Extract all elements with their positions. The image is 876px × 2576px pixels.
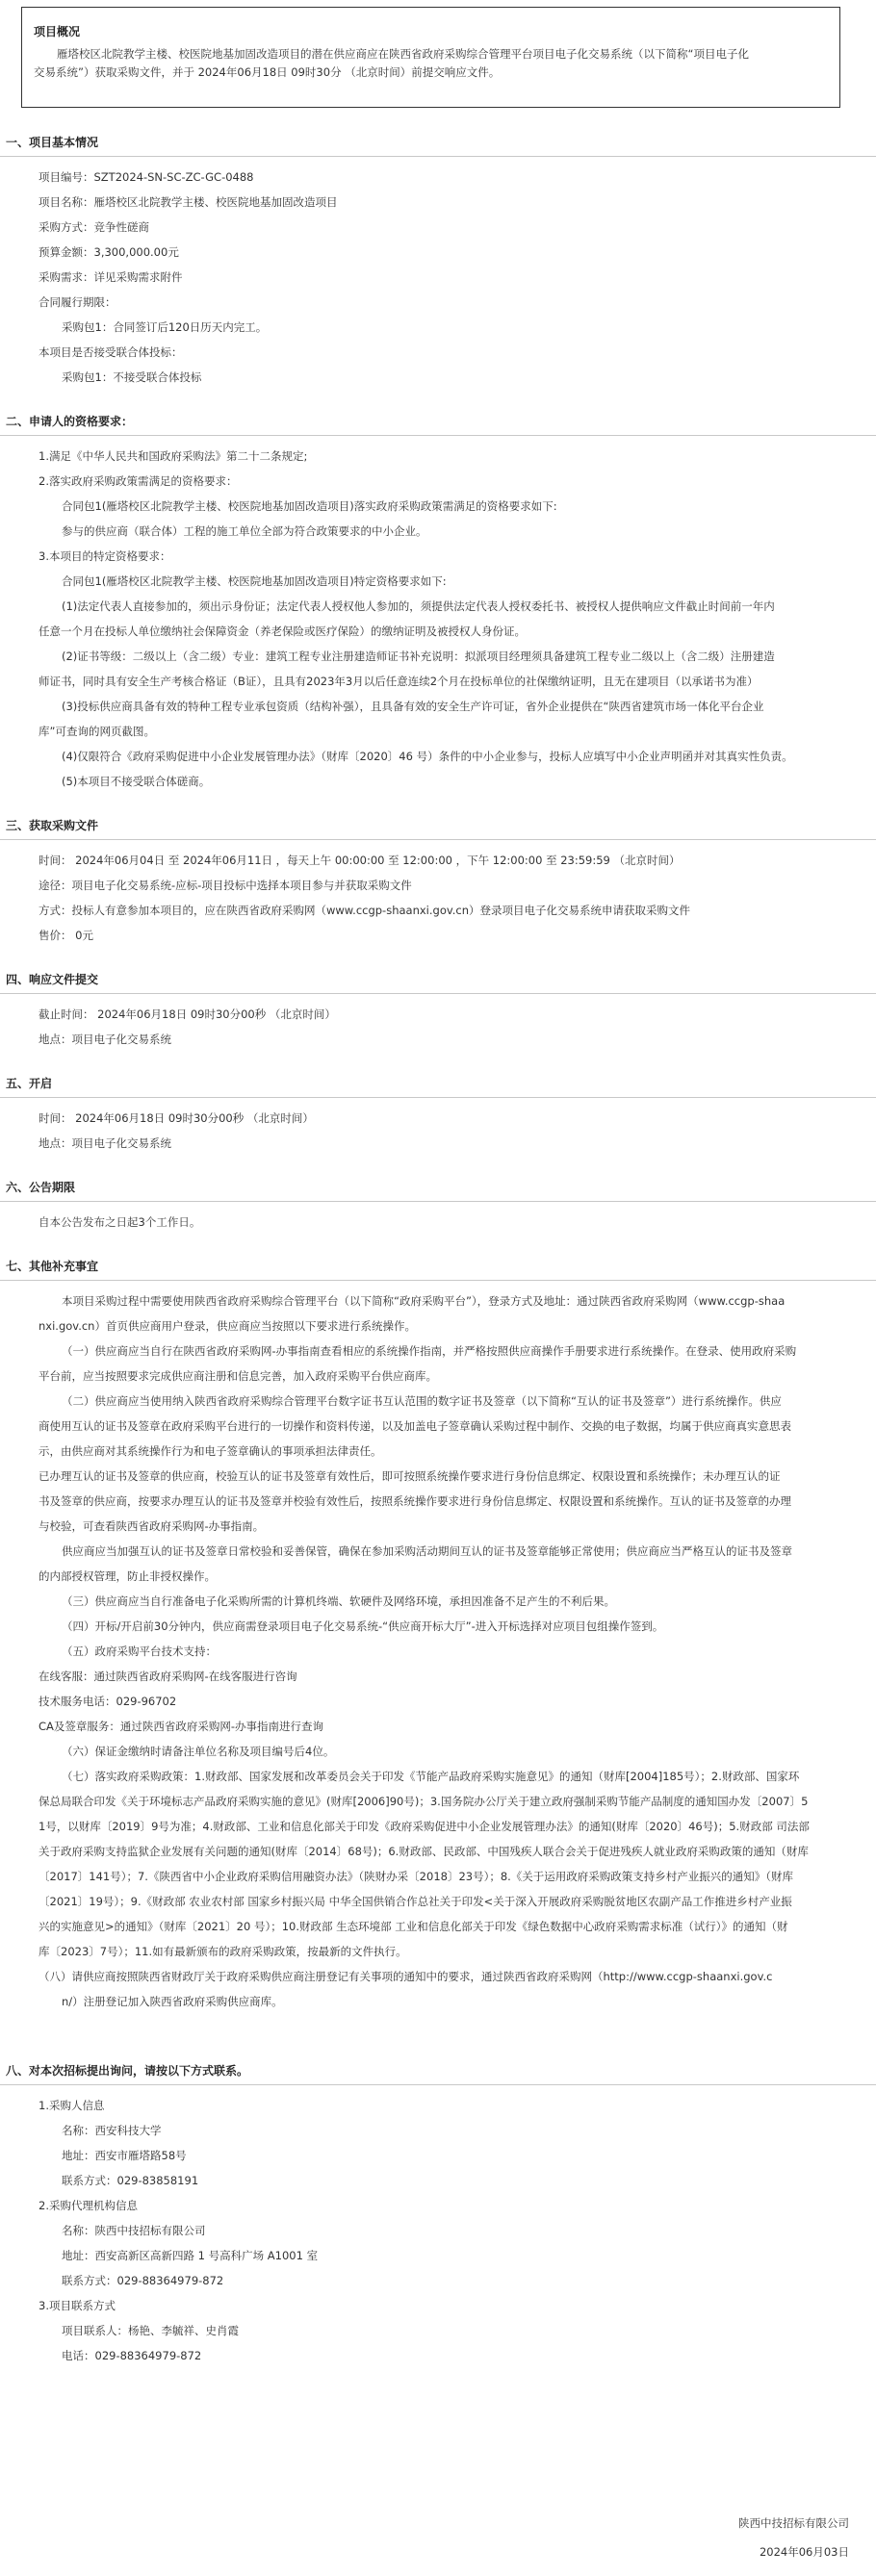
other-matter-line: （一）供应商应当自行在陕西省政府采购网-办事指南查看相应的系统操作指南，并严格按照供应商操作手册要求进行系统操作。在登录、使用政府采购 [62, 1344, 797, 1358]
other-matter-line: 与校验，可查看陕西省政府采购网-办事指南。 [39, 1519, 265, 1533]
other-matter-line: 书及签章的供应商，按要求办理互认的证书及签章并校验有效性后，按照系统操作要求进行身份信息绑定、权限设置和系统操作。互认的证书及签章的办理 [39, 1494, 791, 1508]
other-matter-line: （六）保证金缴纳时请备注单位名称及项目编号后4位。 [62, 1745, 335, 1758]
project-contact-phone: 电话：029-88364979-872 [62, 2349, 202, 2362]
purchaser-phone: 联系方式：029-83858191 [62, 2174, 199, 2187]
qualification-line: 2.落实政府采购政策需满足的资格要求： [39, 474, 238, 488]
qualification-line: (1)法定代表人直接参加的，须出示身份证；法定代表人授权他人参加的，须提供法定代表人授权委托书、被授权人提供响应文件截止时间前一年内 [62, 599, 775, 613]
qualification-line: 合同包1(雁塔校区北院教学主楼、校医院地基加固改造项目)落实政府采购政策需满足的资格要求如下: [62, 499, 557, 513]
other-matter-line: 在线客服：通过陕西省政府采购网-在线客服进行咨询 [39, 1670, 297, 1683]
section-divider [0, 1097, 876, 1098]
other-matter-line: （四）开标/开启前30分钟内，供应商需登录项目电子化交易系统-“供应商开标大厅”-进入开标选择对应项目包组操作签到。 [62, 1620, 664, 1633]
other-matter-line: 〔2017〕141号）；7.《陕西省中小企业政府采购信用融资办法》（陕财办采〔2018〕23号）；8.《关于运用政府采购政策支持乡村产业振兴的通知》（财库 [39, 1870, 794, 1883]
section-heading-contact: 八、对本次招标提出询问，请按以下方式联系。 [6, 2064, 249, 2078]
section-heading-notice-period: 六、公告期限 [6, 1181, 76, 1194]
submission-location: 地点：项目电子化交易系统 [39, 1033, 171, 1046]
opening-time: 时间： 2024年06月18日 09时30分00秒 （北京时间） [39, 1111, 314, 1125]
other-matter-line: 保总局联合印发《关于环境标志产品政府采购实施的意见》(财库[2006]90号)；3.国务院办公厅关于建立政府强制采购节能产品制度的通知国办发〔2007〕5 [39, 1795, 809, 1808]
qualification-line: 3.本项目的特定资格要求： [39, 549, 171, 563]
consortium-value: 采购包1：不接受联合体投标 [62, 370, 202, 384]
purchaser-info-label: 1.采购人信息 [39, 2099, 105, 2112]
summary-title: 项目概况 [34, 25, 81, 38]
other-matter-line: 技术服务电话：029-96702 [39, 1695, 177, 1708]
qualification-line: 1.满足《中华人民共和国政府采购法》第二十二条规定; [39, 449, 308, 463]
other-matter-line: 已办理互认的证书及签章的供应商，校验互认的证书及签章有效性后，即可按照系统操作要求进行身份信息绑定、权限设置和系统操作；未办理互认的证 [39, 1469, 781, 1483]
section-heading-opening: 五、开启 [6, 1077, 53, 1090]
qualification-line: (2)证书等级：二级以上（含二级）专业：建筑工程专业注册建造师证书补充说明：拟派项目经理须具备建筑工程专业二级以上（含二级）注册建造 [62, 650, 775, 663]
other-matter-line: 兴的实施意见>的通知》（财库〔2021〕20 号）；10.财政部 生态环境部 工业和信息化部关于印发《绿色数据中心政府采购需求标准（试行）》的通知（财 [39, 1920, 788, 1933]
obtain-price: 售价： 0元 [39, 929, 93, 942]
section-divider [0, 1201, 876, 1202]
project-contact-persons: 项目联系人：杨艳、李毓祥、史肖霞 [62, 2324, 239, 2337]
opening-location: 地点：项目电子化交易系统 [39, 1136, 171, 1150]
project-summary-box [21, 7, 840, 108]
section-divider [0, 156, 876, 157]
qualification-line: (4)仅限符合《政府采购促进中小企业发展管理办法》（财库〔2020〕46 号）条件的中小企业参与，投标人应填写中小企业声明函并对其真实性负责。 [62, 750, 793, 763]
other-matter-line: 示，由供应商对其系统操作行为和电子签章确认的事项承担法律责任。 [39, 1444, 382, 1458]
qualification-line: 合同包1(雁塔校区北院教学主楼、校医院地基加固改造项目)特定资格要求如下: [62, 574, 447, 588]
contract-period-label: 合同履行期限： [39, 295, 116, 309]
summary-body [34, 45, 822, 82]
other-matter-line: 供应商应当加强互认的证书及签章日常校验和妥善保管，确保在参加采购活动期间互认的证书及签章能够正常使用；供应商应当严格互认的证书及签章 [62, 1544, 792, 1558]
qualification-line: (5)本项目不接受联合体磋商。 [62, 775, 211, 788]
contract-period-value: 采购包1：合同签订后120日历天内完工。 [62, 320, 268, 334]
agency-name: 名称：陕西中技招标有限公司 [62, 2224, 206, 2237]
other-matter-line: 关于政府采购支持监狱企业发展有关问题的通知(财库〔2014〕68号)；6.财政部、民政部、中国残疾人联合会关于促进残疾人就业政府采购政策的通知（财库 [39, 1845, 809, 1858]
qualification-line: 任意一个月在投标人单位缴纳社会保障资金（养老保险或医疗保险）的缴纳证明及被授权人身份证。 [39, 625, 526, 638]
agency-phone: 联系方式：029-88364979-872 [62, 2274, 224, 2287]
obtain-channel: 途径：项目电子化交易系统-应标-项目投标中选择本项目参与并获取采购文件 [39, 879, 412, 892]
summary-line: 雁塔校区北院教学主楼、校医院地基加固改造项目的潜在供应商应在陕西省政府采购综合管理平台项目电子化交易系统（以下简称“项目电子化 [57, 47, 749, 61]
other-matter-line: 1号，以财库〔2019〕9号为准；4.财政部、工业和信息化部关于印发《政府采购促进中小企业发展管理办法》的通知(财库〔2020〕46号)；5.财政部 司法部 [39, 1820, 810, 1833]
purchaser-name: 名称：西安科技大学 [62, 2124, 162, 2137]
other-matter-line: （五）政府采购平台技术支持： [62, 1645, 217, 1658]
other-matter-line: CA及签章服务：通过陕西省政府采购网-办事指南进行查询 [39, 1720, 324, 1733]
footer-company: 陕西中技招标有限公司 [738, 2516, 849, 2530]
project-name: 项目名称：雁塔校区北院教学主楼、校医院地基加固改造项目 [39, 195, 338, 209]
notice-period-text: 自本公告发布之日起3个工作日。 [39, 1215, 201, 1229]
other-matter-line: 库〔2023〕7号）；11.如有最新颁布的政府采购政策，按最新的文件执行。 [39, 1945, 407, 1958]
other-matter-line: （七）落实政府采购政策：1.财政部、国家发展和改革委员会关于印发《节能产品政府采购实施意见》的通知（财库[2004]185号）；2.财政部、国家环 [62, 1770, 800, 1783]
project-number: 项目编号：SZT2024-SN-SC-ZC-GC-0488 [39, 170, 254, 184]
qualification-line: (3)投标供应商具备有效的特种工程专业承包资质（结构补强），且具备有效的安全生产许可证，省外企业提供在“陕西省建筑市场一体化平台企业 [62, 700, 764, 713]
section-divider [0, 839, 876, 840]
section-heading-other-matters: 七、其他补充事宜 [6, 1260, 99, 1273]
section-divider [0, 2084, 876, 2085]
submission-deadline: 截止时间： 2024年06月18日 09时30分00秒 （北京时间） [39, 1007, 336, 1021]
purchaser-address: 地址：西安市雁塔路58号 [62, 2149, 187, 2162]
agency-info-label: 2.采购代理机构信息 [39, 2199, 138, 2212]
procurement-method: 采购方式：竞争性磋商 [39, 220, 149, 234]
section-heading-submission: 四、响应文件提交 [6, 973, 99, 986]
procurement-requirement: 采购需求：详见采购需求附件 [39, 270, 183, 284]
other-matter-line: nxi.gov.cn）首页供应商用户登录，供应商应当按照以下要求进行系统操作。 [39, 1319, 416, 1333]
consortium-label: 本项目是否接受联合体投标： [39, 345, 183, 359]
other-matter-line: （三）供应商应当自行准备电子化采购所需的计算机终端、软硬件及网络环境，承担因准备不足产生的不利后果。 [62, 1594, 615, 1608]
other-matter-line: （二）供应商应当使用纳入陕西省政府采购综合管理平台数字证书互认范围的数字证书及签章（以下简称“互认的证书及签章”）进行系统操作。供应 [62, 1394, 782, 1408]
section-heading-basic-info: 一、项目基本情况 [6, 136, 99, 149]
section-heading-obtain-docs: 三、获取采购文件 [6, 819, 99, 832]
section-heading-qualification: 二、申请人的资格要求： [6, 415, 134, 428]
footer-date: 2024年06月03日 [759, 2545, 849, 2559]
other-matter-line: （八）请供应商按照陕西省财政厅关于政府采购供应商注册登记有关事项的通知中的要求，通过陕西省政府采购网（http://www.ccgp-shaanxi.gov.c [39, 1970, 773, 1983]
agency-address: 地址：西安高新区高新四路 1 号高科广场 A1001 室 [62, 2249, 319, 2262]
project-contact-label: 3.项目联系方式 [39, 2299, 116, 2312]
budget-amount: 预算金额：3,300,000.00元 [39, 245, 179, 259]
qualification-line: 参与的供应商（联合体）工程的施工单位全部为符合政策要求的中小企业。 [62, 524, 427, 538]
other-matter-line: 本项目采购过程中需要使用陕西省政府采购综合管理平台（以下简称“政府采购平台”），登录方式及地址：通过陕西省政府采购网（www.ccgp-shaa [62, 1294, 786, 1308]
other-matter-line: 的内部授权管理，防止非授权操作。 [39, 1569, 216, 1583]
qualification-line: 库”可查询的网页截图。 [39, 725, 155, 738]
other-matter-line: 平台前，应当按照要求完成供应商注册和信息完善，加入政府采购平台供应商库。 [39, 1369, 437, 1383]
other-matter-line: 商使用互认的证书及签章在政府采购平台进行的一切操作和资料传递，以及加盖电子签章确认采购过程中制作、交换的电子数据，均属于供应商真实意思表 [39, 1419, 791, 1433]
qualification-line: 师证书，同时具有安全生产考核合格证（B证），且具有2023年3月以后任意连续2个月在投标单位的社保缴纳证明，且无在建项目（以承诺书为准） [39, 675, 759, 688]
obtain-method: 方式：投标人有意参加本项目的，应在陕西省政府采购网（www.ccgp-shaanxi.gov.cn）登录项目电子化交易系统申请获取采购文件 [39, 904, 691, 917]
other-matter-line: 〔2021〕19号）；9.《财政部 农业农村部 国家乡村振兴局 中华全国供销合作总社关于印发<关于深入开展政府采购脱贫地区农副产品工作推进乡村产业振 [39, 1895, 792, 1908]
summary-line: 交易系统”）获取采购文件，并于 2024年06月18日 09时30分 （北京时间）前提交响应文件。 [34, 65, 501, 79]
section-divider [0, 1280, 876, 1281]
section-divider [0, 993, 876, 994]
section-divider [0, 435, 876, 436]
other-matter-line: n/）注册登记加入陕西省政府采购供应商库。 [62, 1995, 283, 2008]
obtain-time: 时间： 2024年06月04日 至 2024年06月11日 ，每天上午 00:00:00 至 12:00:00 ，下午 12:00:00 至 23:59:59 （北京时间） [39, 854, 681, 867]
